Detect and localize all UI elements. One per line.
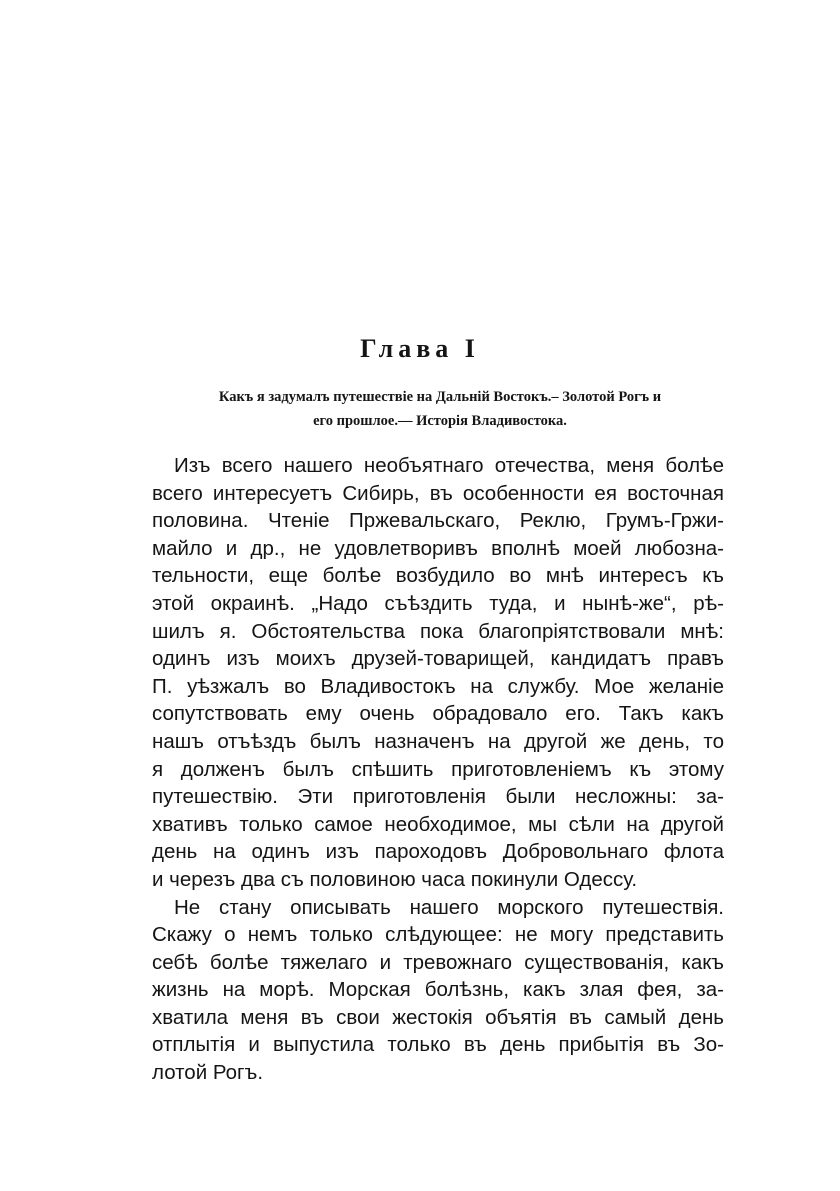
- paragraph-1: [152, 452, 724, 894]
- text-line: П. уѣзжалъ во Владивостокъ на службу. Мое желаніе: [152, 674, 724, 698]
- text-line: тельности, еще болѣе возбудило во мнѣ интересъ къ: [152, 564, 724, 588]
- chapter-body: [152, 452, 724, 1087]
- chapter-title: Глава I: [360, 334, 480, 363]
- text-line: себѣ болѣе тяжелаго и тревожнаго существованія, какъ: [152, 950, 724, 974]
- text-line: путешествію. Эти приготовленія были несложны: за-: [152, 785, 724, 809]
- chapter-summary: [140, 385, 740, 433]
- text-line: хвативъ только самое необходимое, мы сѣли на другой: [152, 812, 724, 836]
- text-line: половина. Чтеніе Пржевальскаго, Реклю, Грумъ-Гржи-: [152, 509, 724, 533]
- paragraph-2: [152, 894, 724, 1087]
- text-line: Изъ всего нашего необъятнаго отечества, меня болѣе: [174, 454, 724, 477]
- text-line: нашъ отъѣздъ былъ назначенъ на другой же день, то: [152, 729, 724, 753]
- text-line: жизнь на морѣ. Морская болѣзнь, какъ злая фея, за-: [152, 978, 724, 1002]
- text-line: майло и др., не удовлетворивъ вполнѣ моей любозна-: [152, 536, 724, 560]
- text-line: одинъ изъ моихъ друзей-товарищей, кандидатъ правъ: [152, 647, 724, 671]
- text-line: день на одинъ изъ пароходовъ Добровольнаго флота: [152, 840, 724, 864]
- text-line: шилъ я. Обстоятельства пока благопріятствовали мнѣ:: [152, 619, 724, 643]
- text-line: лотой Рогъ.: [152, 1061, 264, 1085]
- text-line: отплытія и выпустила только въ день прибытія въ Зо-: [152, 1033, 724, 1057]
- chapter-summary-line: его прошлое.— Исторія Владивостока.: [313, 413, 567, 429]
- text-line: сопутствовать ему очень обрадовало его. Такъ какъ: [152, 702, 724, 726]
- text-line: хватила меня въ свои жестокія объятія въ самый день: [152, 1005, 724, 1029]
- text-line: этой окраинѣ. „Надо съѣздить туда, и нынѣ-же“, рѣ-: [152, 591, 724, 615]
- text-line: я долженъ былъ спѣшить приготовленіемъ къ этому: [152, 757, 724, 781]
- text-line: Скажу о немъ только слѣдующее: не могу представить: [152, 923, 724, 947]
- chapter-summary-line: Какъ я задумалъ путешествіе на Дальній Востокъ.– Золотой Рогъ и: [218, 389, 662, 405]
- text-line: и черезъ два съ половиною часа покинули Одессу.: [152, 867, 638, 891]
- text-line: всего интересуетъ Сибирь, въ особенности ея восточная: [152, 481, 724, 505]
- text-line: Не стану описывать нашего морского путешествія.: [174, 895, 724, 919]
